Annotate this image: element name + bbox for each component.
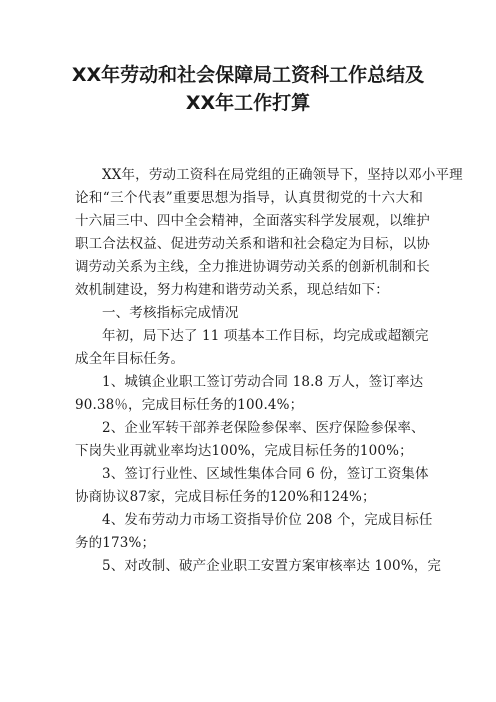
- document-body: [75, 164, 463, 578]
- list-item-line: 2、企业军转干部养老保险参保率、医疗保险参保率、: [102, 420, 425, 436]
- section-heading: 一、考核指标完成情况: [102, 305, 239, 321]
- list-item-line: 3、签订行业性、区域性集体合同 6 份，签订工资集体: [102, 466, 429, 482]
- paragraph-line: 成全年目标任务。: [75, 351, 185, 367]
- paragraph-line: 十六届三中、四中全会精神，全面落实科学发展观，以维护: [75, 213, 430, 229]
- list-item-line: 4、发布劳动力市场工资指导价位 208 个，完成目标任: [102, 512, 433, 528]
- paragraph-line: XX年，劳动工资科在局党组的正确领导下，坚持以邓小平理: [102, 167, 463, 183]
- list-item-line: 1、城镇企业职工签订劳动合同 18.8 万人，签订率达: [102, 374, 424, 390]
- document-title-line-2: XX年工作打算: [185, 92, 311, 114]
- document-title-line-1: XX年劳动和社会保障局工资科工作总结及: [71, 64, 425, 86]
- list-item-line: 90.38％，完成目标任务的100.4%；: [75, 397, 304, 413]
- list-item-line: 5、对改制、破产企业职工安置方案审核率达 100%，完: [102, 558, 442, 574]
- paragraph-line: 调劳动关系为主线，全力推进协调劳动关系的创新机制和长: [75, 259, 430, 275]
- paragraph-line: 论和“三个代表”重要思想为指导，认真贯彻党的十六大和: [75, 190, 423, 206]
- list-item-line: 下岗失业再就业率均达100%，完成目标任务的100%；: [75, 443, 413, 459]
- list-item-line: 协商协议87家，完成目标任务的120%和124%；: [75, 489, 376, 505]
- paragraph-line: 职工合法权益、促进劳动关系和谐和社会稳定为目标，以协: [75, 236, 430, 252]
- list-item-line: 务的173%；: [75, 535, 156, 551]
- paragraph-line: 效机制建设，努力构建和谐劳动关系，现总结如下：: [75, 282, 389, 298]
- paragraph-line: 年初，局下达了 11 项基本工作目标，均完成或超额完: [102, 328, 429, 344]
